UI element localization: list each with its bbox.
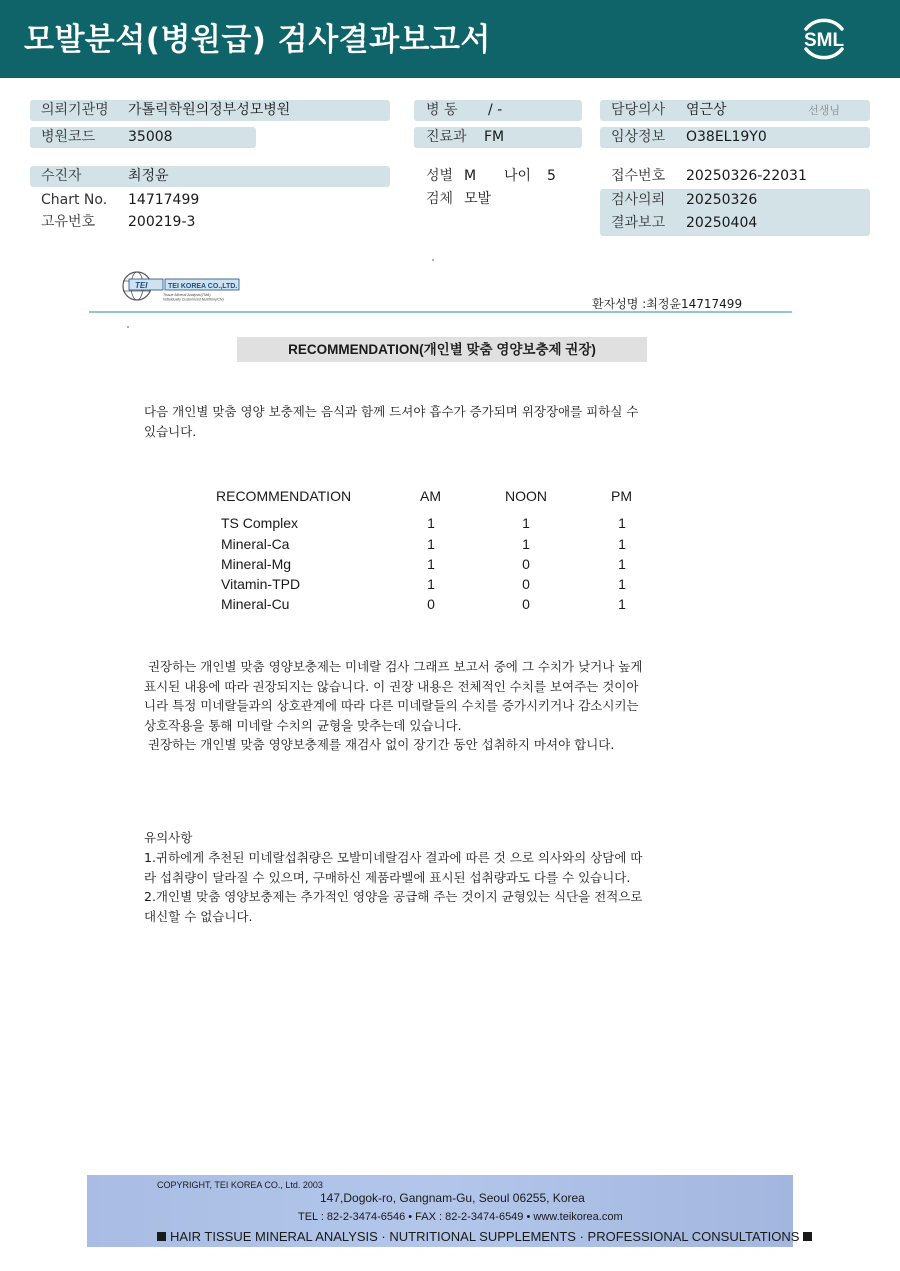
tei-footer (87, 1175, 800, 1247)
sex-age-field (414, 166, 582, 187)
ward-value: / - (488, 102, 503, 118)
specimen-label: 검체 (426, 191, 454, 207)
tei-globe-icon (121, 270, 241, 302)
supplement-name: Mineral-Mg (221, 556, 292, 572)
age-label: 나이 (504, 168, 532, 184)
svg-text:TEI: TEI (135, 281, 148, 290)
dose-noon: 1 (522, 515, 530, 531)
supplement-name: Mineral-Ca (221, 536, 290, 552)
unique-no-value: 200219-3 (128, 214, 196, 230)
institution-label: 의뢰기관명 (41, 102, 109, 118)
test-request-label: 검사의뢰 (611, 192, 666, 208)
doctor-label: 담당의사 (611, 102, 666, 118)
table-header-am: AM (420, 488, 441, 504)
chart-no-value: 14717499 (128, 192, 200, 208)
doctor-value: 염근상 (686, 102, 727, 118)
clinical-info-field (600, 127, 870, 148)
dates-field (600, 189, 870, 236)
report-header (0, 0, 900, 78)
unique-no-label: 고유번호 (41, 214, 96, 230)
dose-am: 1 (427, 576, 435, 592)
specimen-value: 모발 (464, 191, 492, 207)
hospital-code-value: 35008 (128, 129, 173, 145)
doctor-suffix: 선생님 (808, 104, 840, 117)
dose-am: 0 (427, 596, 435, 612)
sml-logo-icon (796, 13, 852, 65)
specimen-field (414, 189, 582, 210)
dose-noon: 1 (522, 536, 530, 552)
recommendation-explanation: 권장하는 개인별 맞춤 영양보충제는 미네랄 검사 그래프 보고서 중에 그 수치가 낮거나 높게 표시된 내용에 따라 권장되지는 않습니다. 이 권장 내용은 전체적인 수치를 보여주는 것이아 니라 특정 미네랄들과의 상호관계에 따라 다른 미네랄들의 수치를 증가시키거나 감소시키는 상호작용을 통해 미네랄 수치의 균형을 맞추는데 있습니다. 권장하는 개인별 맞춤 영양보충제를 재검사 없이 장기간 동안 섭취하지 마셔야 합니다. (144, 659, 643, 752)
dose-pm: 1 (618, 596, 626, 612)
result-report-label: 결과보고 (611, 215, 666, 231)
footer-contact: TEL : 82-2-3474-6546 • FAX : 82-2-3474-6549 • www.teikorea.com (298, 1211, 623, 1223)
footer-tagline: HAIR TISSUE MINERAL ANALYSIS · NUTRITIONAL SUPPLEMENTS · PROFESSIONAL CONSULTATIONS (170, 1229, 800, 1244)
chart-no-field (30, 190, 390, 211)
sex-label: 성별 (426, 168, 454, 184)
patient-field (30, 166, 390, 187)
caution-text: 1.귀하에게 추천된 미네랄섭취량은 모발미네랄검사 결과에 따른 것 으로 의사와의 상담에 따 라 섭취량이 달라질 수 있으며, 구매하신 제품라벨에 표시된 섭취량과도 다를 수 있습니다. 2.개인별 맞춤 영양보충제는 추가적인 영양을 공급해 주는 것이지 균형있는 식단을 전적으로 대신할 수 없습니다. (144, 850, 643, 924)
receipt-no-value: 20250326-22031 (686, 168, 807, 184)
hospital-code-label: 병원코드 (41, 129, 96, 145)
department-field (414, 127, 582, 148)
sml-logo (796, 13, 852, 65)
report-title: 모발분석(병원급) 검사결과보고서 (24, 22, 491, 58)
tei-logo (121, 270, 241, 302)
square-bullet-icon (157, 1232, 166, 1241)
department-value: FM (484, 129, 505, 145)
dose-am: 1 (427, 556, 435, 572)
clinical-info-value: O38EL19Y0 (686, 129, 767, 145)
institution-field (30, 100, 390, 121)
dose-pm: 1 (618, 515, 626, 531)
square-bullet-icon (803, 1232, 812, 1241)
age-value: 5 (547, 168, 556, 184)
caution-title: 유의사항 (144, 830, 193, 845)
institution-value: 가톨릭학원의정부성모병원 (128, 102, 291, 118)
supplement-name: Mineral-Cu (221, 596, 290, 612)
patient-label: 수진자 (41, 168, 82, 184)
dose-am: 1 (427, 536, 435, 552)
ward-field (414, 100, 582, 121)
test-request-value: 20250326 (686, 192, 758, 208)
tei-logo-name: TEI KOREA CO.,LTD. (168, 283, 238, 290)
table-header-pm: PM (611, 488, 632, 504)
clinical-info-label: 임상정보 (611, 129, 666, 145)
patient-name-label: 환자성명 :최정윤14717499 (592, 297, 743, 311)
footer-copyright: COPYRIGHT, TEI KOREA CO., Ltd. 2003 (157, 1180, 323, 1190)
footer-address: 147,Dogok-ro, Gangnam-Gu, Seoul 06255, Korea (320, 1191, 585, 1205)
doctor-field (600, 100, 870, 121)
supplement-name: Vitamin-TPD (221, 576, 301, 592)
scan-dot (432, 259, 434, 261)
dose-am: 1 (427, 515, 435, 531)
dose-noon: 0 (522, 596, 530, 612)
table-header-noon: NOON (505, 488, 547, 504)
dose-noon: 0 (522, 576, 530, 592)
sex-value: M (464, 168, 477, 184)
scan-dot (127, 326, 129, 328)
dose-pm: 1 (618, 576, 626, 592)
supplement-name: TS Complex (221, 515, 299, 531)
patient-value: 최정윤 (128, 168, 169, 184)
dose-pm: 1 (618, 556, 626, 572)
tei-logo-line2: Individually Customized Nutrition(ICN) (163, 297, 224, 302)
recommendation-intro: 다음 개인별 맞춤 영양 보충제는 음식과 함께 드셔야 흡수가 증가되며 위장장애를 피하실 수 있습니다. (144, 404, 639, 439)
hospital-code-field (30, 127, 256, 148)
unique-no-field (30, 212, 390, 233)
table-header-recommendation: RECOMMENDATION (216, 488, 352, 504)
dose-noon: 0 (522, 556, 530, 572)
department-label: 진료과 (426, 129, 467, 145)
header-rule (89, 311, 792, 313)
result-report-value: 20250404 (686, 215, 758, 231)
receipt-no-label: 접수번호 (611, 168, 666, 184)
ward-label: 병 동 (426, 102, 458, 118)
recommendation-title: RECOMMENDATION(개인별 맞춤 영양보충제 권장) (237, 337, 647, 362)
tei-logo-line1: Tissue Mineral Analysis(TMA) (163, 293, 211, 297)
chart-no-label: Chart No. (41, 192, 108, 208)
footer-tagline-row (157, 1229, 812, 1244)
receipt-no-field (600, 166, 870, 187)
dose-pm: 1 (618, 536, 626, 552)
sml-logo-text: SML (803, 30, 845, 51)
